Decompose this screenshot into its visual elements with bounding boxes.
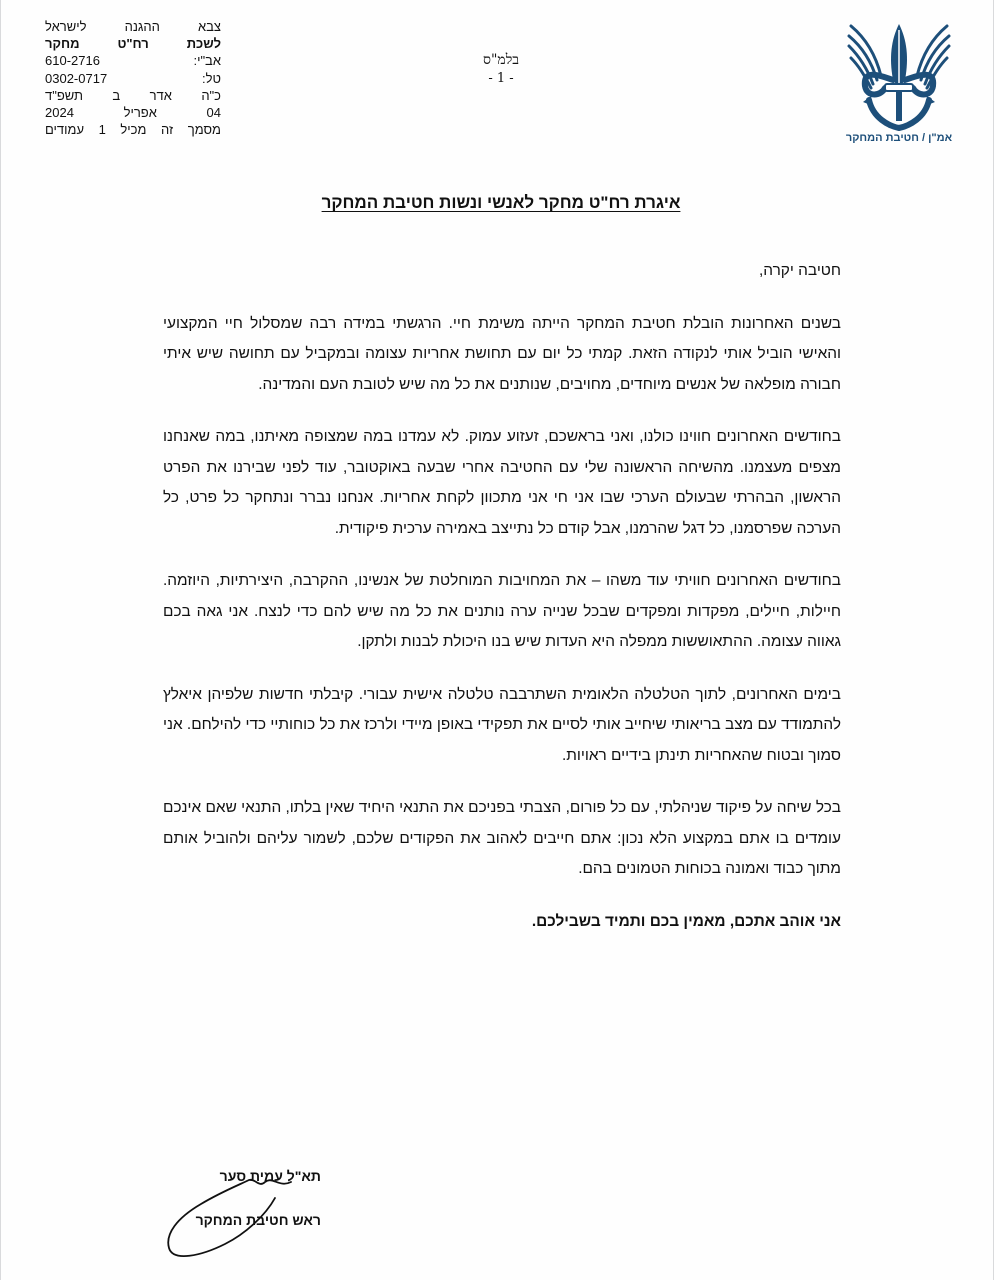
paragraph-2: בחודשים האחרונים חווינו כולנו, ואני בראשכם, זעזוע עמוק. לא עמדנו במה שמצופה מאיתנו, במה שאנחנו מצפים מעצמנו. מהשיחה הראשונה שלי עם החטיבה אחרי שבעה באוקטובר, עוד לפני שבירנו את הפרט הראשון, הבהרתי שבעולם הערכי שבו אני חי אני מתכוון לקחת אחריות. אנחנו נברר ונתחקר כל פרט, כל הערכה שפרסמנו, כל דגל שהרמנו, אבל קודם כל נתייצב באמירה ערכית פיקודית. bbox=[163, 428, 841, 537]
date-year: 2024 bbox=[45, 105, 74, 121]
office-line bbox=[45, 35, 221, 52]
phone-value: 610-2716 bbox=[45, 53, 100, 69]
date-month: אפריל bbox=[123, 105, 157, 121]
org-word: ההגנה bbox=[124, 19, 160, 34]
letter-title: איגרת רח"ט מחקר לאנשי ונשות חטיבת המחקר bbox=[321, 193, 681, 212]
paragraph-3: בחודשים האחרונים חוויתי עוד משהו – את המחויבות המוחלטת של אנשינו, ההקרבה, היצירתיות, היוזמה. חיילות, חיילים, מפקדות ומפקדים שבכל שנייה ערה נותנים את כל מה שיש להם כדי לנצח. אני גאה בכם גאווה עצומה. ההתאוששות ממפלה היא העדות שיש בנו היכולת לבנות ולתקן. bbox=[163, 572, 841, 650]
signatory-name: תא"ל עמית סער bbox=[219, 1168, 321, 1184]
org-word: צבא bbox=[197, 19, 221, 34]
signature-block bbox=[161, 1168, 321, 1268]
hebrew-date-month: אדר bbox=[149, 87, 172, 103]
page-count-word: מכיל bbox=[120, 122, 147, 138]
page-count-word: זה bbox=[161, 122, 174, 138]
unit-emblem-caption: אמ"ן / חטיבת המחקר bbox=[845, 132, 953, 144]
hebrew-date-line bbox=[45, 87, 221, 104]
letter-body bbox=[163, 256, 841, 959]
paragraph-4: בימים האחרונים, לתוך הטלטלה הלאומית השתרבבה טלטלה אישית עבורי. קיבלתי חדשות שלפיהן איאלץ להתמודד עם מצב בריאותי שיחייב אותי לסיים את תפקידי באופן מיידי ולרכז את כל כוחותיי כדי להילחם. אני סמוך ובטוח שהאחריות תינתן בידיים ראויות. bbox=[163, 685, 841, 764]
date-day: 04 bbox=[206, 105, 221, 121]
office-word: רח"ט bbox=[117, 36, 149, 52]
hebrew-date-year: תשפ"ד bbox=[45, 87, 83, 103]
page-count-line bbox=[45, 121, 221, 138]
tel-line bbox=[45, 70, 221, 87]
office-word: לשכת bbox=[186, 36, 221, 52]
page-count-number: 1 bbox=[98, 122, 106, 138]
tel-label: טל: bbox=[202, 70, 221, 86]
phone-line bbox=[45, 52, 221, 69]
classification-label: בלמ"ס bbox=[483, 52, 519, 68]
page-count-word: עמודים bbox=[45, 122, 85, 138]
page-number: - 1 - bbox=[488, 71, 514, 86]
closing-line: אני אוהב אתכם, מאמין בכם ותמיד בשבילכם. bbox=[531, 912, 841, 930]
tel-value: 0302-0717 bbox=[45, 70, 108, 86]
greeting: חטיבה יקרה, bbox=[759, 262, 841, 279]
unit-emblem-icon bbox=[841, 18, 957, 148]
org-line bbox=[45, 18, 221, 35]
hebrew-date-month-suffix: ב bbox=[112, 87, 121, 103]
signatory-role: ראש חטיבת המחקר bbox=[195, 1212, 321, 1228]
hebrew-date-day: כ"ה bbox=[201, 87, 221, 103]
page-count-word: מסמך bbox=[187, 122, 221, 138]
letterhead-block bbox=[45, 18, 221, 138]
phone-label: אב"י: bbox=[193, 53, 221, 69]
gregorian-date-line bbox=[45, 104, 221, 121]
paragraph-5: בכל שיחה על פיקוד שניהלתי, עם כל פורום, הצבתי בפניכם את התנאי היחיד שאין בלתו, התנאי שאם אינכם עומדים בו אתם במקצוע הלא נכון: אתם חייבים לאהוב את הפקודים שלכם, לשמור עליהם ולהוביל אותם מתוך כבוד ואמונה בכוחות הטמונים בהם. bbox=[163, 799, 841, 877]
org-word: לישראל bbox=[45, 19, 87, 34]
office-word: מחקר bbox=[45, 36, 80, 52]
paragraph-1: בשנים האחרונות הובלת חטיבת המחקר הייתה משימת חיי. הרגשתי במידה רבה שמסלול חיי המקצועי והאישי הוביל אותי לנקודה הזאת. קמתי כל יום עם תחושת אחריות עצומה ובמקביל עם תחושה שיש איתי חבורה מופלאה של אנשים מיוחדים, מחויבים, שנותנים את כל מה שיש לטובת העם והמדינה. bbox=[163, 314, 841, 393]
